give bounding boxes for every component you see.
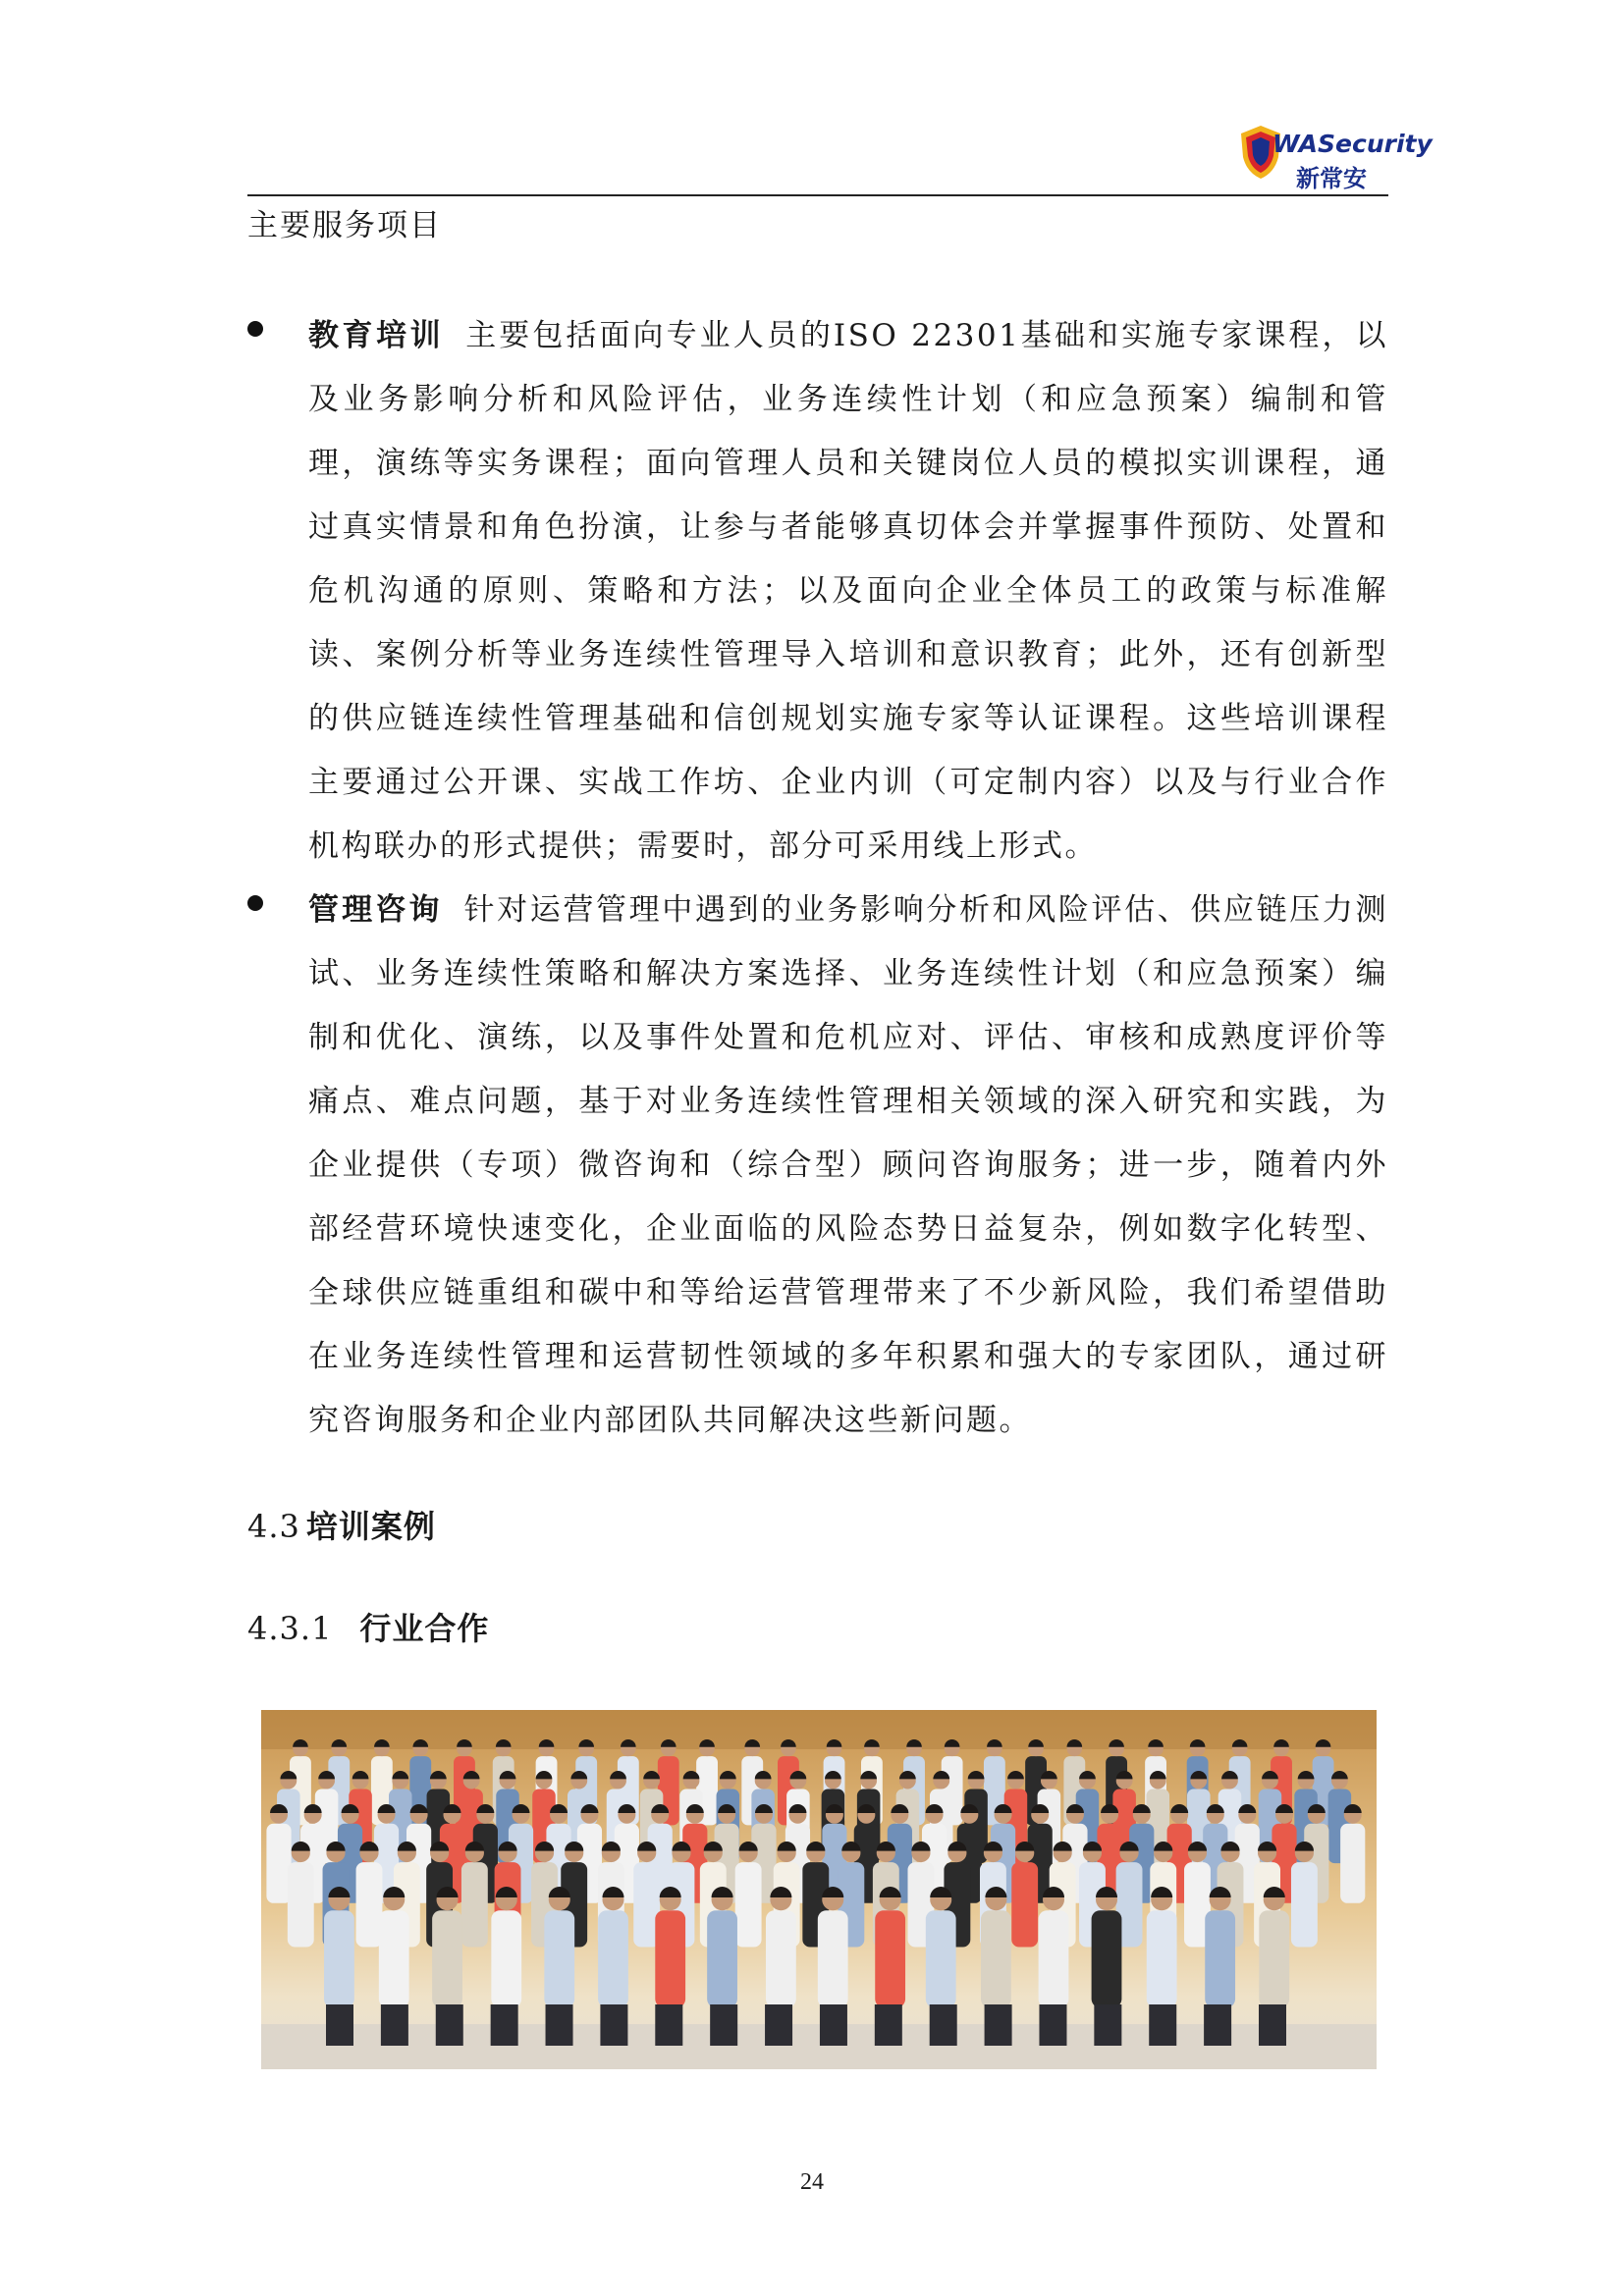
- person-legs: [1094, 2004, 1121, 2046]
- bullet-icon: [247, 321, 263, 337]
- header-rule: [247, 194, 1388, 196]
- person-body: [1011, 1862, 1038, 1947]
- heading-title: 培训案例: [305, 1508, 436, 1545]
- person-legs: [491, 2004, 518, 2046]
- person-legs: [1039, 2004, 1066, 2046]
- company-logo: [1239, 124, 1433, 194]
- person-legs: [1204, 2004, 1231, 2046]
- person-legs: [381, 2004, 408, 2046]
- person-body: [1259, 1910, 1289, 2007]
- person-body: [1092, 1910, 1122, 2007]
- person-body: [379, 1910, 409, 2007]
- person-legs: [875, 2004, 902, 2046]
- person-legs: [1259, 2004, 1286, 2046]
- service-body: 针对运营管理中遇到的业务影响分析和风险评估、供应链压力测试、业务连续性策略和解决方案选择、业务连续性计划（和应急预案）编制和优化、演练，以及事件处置和危机应对、评估、审核和成熟度评价等痛点、难点问题，基于对业务连续性管理相关领域的深入研究和实践，为企业提供（专项）微咨询和（综合型）顾问咨询服务；进一步，随着内外部经营环境快速变化，企业面临的风险态势日益复杂，例如数字化转型、全球供应链重组和碳中和等给运营管理带来了不少新风险，我们希望借助在业务连续性管理和运营韧性领域的多年积累和强大的专家团队，通过研究咨询服务和企业内部团队共同解决这些新问题。: [308, 892, 1389, 1438]
- person-body: [491, 1910, 521, 2007]
- person-body: [1205, 1910, 1235, 2007]
- person-legs: [600, 2004, 627, 2046]
- person-legs: [326, 2004, 353, 2046]
- person-legs: [710, 2004, 737, 2046]
- person-body: [1039, 1910, 1069, 2007]
- person-body: [544, 1910, 574, 2007]
- person-legs: [765, 2004, 792, 2046]
- heading-number: 4.3: [247, 1508, 300, 1545]
- person-body: [1340, 1824, 1365, 1903]
- person-legs: [546, 2004, 573, 2046]
- person-legs: [655, 2004, 682, 2046]
- heading-title: 行业合作: [359, 1610, 490, 1647]
- heading-4-3: [247, 1502, 436, 1547]
- person-body: [926, 1910, 956, 2007]
- person-body: [707, 1910, 737, 2007]
- page-number: 24: [800, 2169, 824, 2195]
- person-body: [461, 1862, 488, 1947]
- person-body: [1147, 1910, 1177, 2007]
- person-body: [655, 1910, 685, 2007]
- service-title: 教育培训: [308, 318, 445, 353]
- heading-4-3-1: [247, 1604, 489, 1649]
- group-photo: [261, 1710, 1377, 2069]
- person-body: [766, 1910, 796, 2007]
- bullet-icon: [247, 895, 263, 911]
- person-body: [288, 1862, 314, 1947]
- person-legs: [436, 2004, 463, 2046]
- person-body: [818, 1910, 848, 2007]
- section-title: 主要服务项目: [247, 208, 442, 243]
- heading-number: 4.3.1: [247, 1610, 333, 1647]
- person-body: [735, 1862, 762, 1947]
- person-legs: [930, 2004, 957, 2046]
- person-body: [598, 1910, 628, 2007]
- person-body: [981, 1910, 1011, 2007]
- person-body: [324, 1910, 354, 2007]
- person-legs: [820, 2004, 847, 2046]
- logo-text-cn: 新常安: [1296, 165, 1367, 192]
- person-body: [875, 1910, 905, 2007]
- person-body: [432, 1910, 462, 2007]
- service-body: 主要包括面向专业人员的ISO 22301基础和实施专家课程，以及业务影响分析和风险评估，业务连续性计划（和应急预案）编制和管理，演练等实务课程；面向管理人员和关键岗位人员的模拟实训课程，通过真实情景和角色扮演，让参与者能够真切体会并掌握事件预防、处置和危机沟通的原则、策略和方法；以及面向企业全体员工的政策与标准解读、案例分析等业务连续性管理导入培训和意识教育；此外，还有创新型的供应链连续性管理基础和信创规划实施专家等认证课程。这些培训课程主要通过公开课、实战工作坊、企业内训（可定制内容）以及与行业合作机构联办的形式提供；需要时，部分可采用线上形式。: [308, 318, 1388, 864]
- service-title: 管理咨询: [308, 892, 443, 928]
- person-legs: [985, 2004, 1012, 2046]
- service-paragraph: [308, 304, 1388, 879]
- person-body: [1291, 1862, 1318, 1947]
- person-body: [356, 1862, 383, 1947]
- logo-text-en: WASecurity: [1272, 130, 1433, 158]
- service-paragraph: [308, 879, 1388, 1453]
- group-photo-image: [261, 1710, 1377, 2069]
- person-legs: [1149, 2004, 1176, 2046]
